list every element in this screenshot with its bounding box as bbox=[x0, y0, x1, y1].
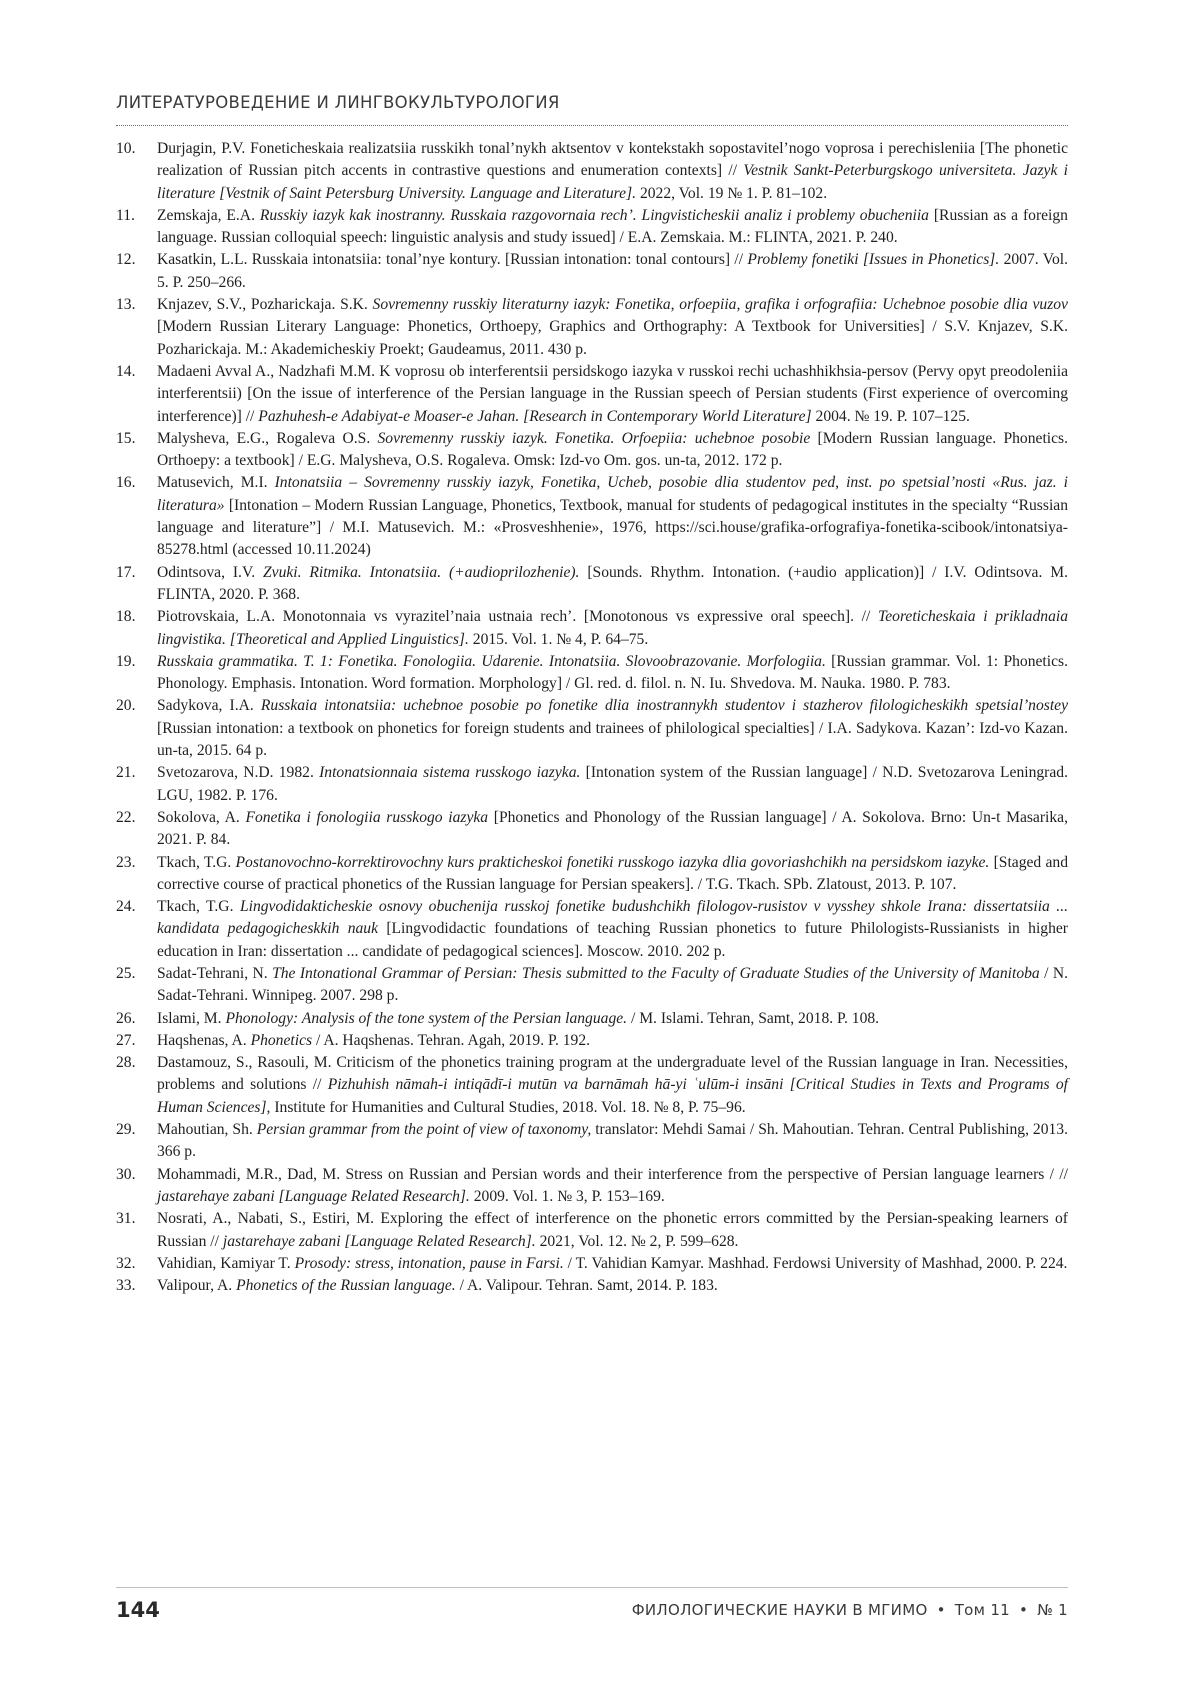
reference-number: 27. bbox=[116, 1031, 136, 1049]
reference-item bbox=[116, 896, 1068, 963]
header-divider bbox=[116, 125, 1068, 126]
reference-text: Piotrovskaia, L.A. Monotonnaia vs vyrazitel’naia ustnaia rech’. [Monotonous vs expressive oral speech]. // bbox=[157, 608, 878, 626]
reference-text: [Intonation – Modern Russian Language, Phonetics, Textbook, manual for students of pedagogical institutes in the specialty “Russian language and literature”] / M.I. Matusevich. M.: «Prosveshhenie», 1976, https://sci.house/grafika-orfografiya-fonetika-scibook/intonatsiya-85278.html (accessed 10.11.2024) bbox=[157, 496, 1068, 559]
reference-title: Sovremenny russkiy iazyk. Fonetika. Orfoepiia: uchebnoe posobie bbox=[377, 429, 811, 447]
reference-number: 30. bbox=[116, 1165, 136, 1183]
footer-divider bbox=[116, 1587, 1068, 1588]
reference-number: 29. bbox=[116, 1121, 136, 1139]
reference-text: / N. Sadat-Tehrani. Winnipeg. 2007. 298 p. bbox=[157, 964, 1068, 1005]
reference-text: 2015. Vol. 1. № 4, P. 64–75. bbox=[468, 630, 649, 648]
reference-item bbox=[116, 695, 1068, 762]
running-title: ЛИТЕРАТУРОВЕДЕНИЕ И ЛИНГВОКУЛЬТУРОЛОГИЯ bbox=[116, 93, 560, 112]
reference-number: 26. bbox=[116, 1009, 136, 1027]
reference-title: Russkaia grammatika. T. 1: Fonetika. Fonologiia. Udarenie. Intonatsiia. Slovoobrazovanie. Morfologiia. bbox=[157, 652, 826, 670]
reference-item bbox=[116, 1164, 1068, 1209]
reference-text: translator: Mehdi Samai / Sh. Mahoutian. Tehran. Central Publishing, 2013. 366 p. bbox=[157, 1121, 1069, 1161]
reference-text: Sadat-Tehrani, N. bbox=[157, 964, 273, 982]
reference-item bbox=[116, 294, 1068, 361]
reference-text: Islami, M. bbox=[157, 1009, 226, 1027]
reference-number: 33. bbox=[116, 1277, 136, 1295]
reference-text: / A. Valipour. Tehran. Samt, 2014. P. 183. bbox=[455, 1277, 718, 1295]
reference-text: Nosrati, A., Nabati, S., Estiri, M. Exploring the effect of interference on the phonetic errors committed by the Persian-speaking learners of Russian // bbox=[157, 1210, 1068, 1250]
reference-title: Postanovochno-korrektirovochny kurs prakticheskoi fonetiki russkogo iazyka dlia govoriashchikh na persidskom iazyke. bbox=[235, 853, 990, 871]
reference-text: 2022, Vol. 19 № 1. P. 81–102. bbox=[636, 184, 828, 202]
reference-item bbox=[116, 1208, 1068, 1253]
reference-text: Mohammadi, M.R., Dad, M. Stress on Russian and Persian words and their interference from the perspective of Persian language learners / // bbox=[157, 1165, 1068, 1183]
reference-title: Pizhuhish nāmah-i intiqādī-i mutūn va barnāmah hā-yi ʿulūm-i insāni [Critical Studies in Texts and Programs of Human Sciences], bbox=[157, 1076, 1068, 1116]
page-number: 144 bbox=[116, 1598, 160, 1622]
reference-number: 16. bbox=[116, 474, 136, 492]
reference-title: Phonology: Analysis of the tone system of the Persian language. bbox=[225, 1009, 628, 1027]
reference-number: 25. bbox=[116, 964, 136, 982]
reference-text: Tkach, T.G. bbox=[157, 898, 240, 916]
reference-title: Intonatsiia – Sovremenny russkiy iazyk, Fonetika, Ucheb, posobie dlia studentov ped, inst. po spetsial’nosti «Rus. jaz. i literatura» bbox=[157, 474, 1068, 514]
reference-text: [Russian grammar. Vol. 1: Phonetics. Phonology. Emphasis. Intonation. Word formation. Morphology] / Gl. red. d. filol. n. N. Iu. Shvedova. M. Nauka. 1980. P. 783. bbox=[157, 652, 1068, 693]
journal-name: ФИЛОЛОГИЧЕСКИЕ НАУКИ В МГИМО bbox=[631, 1601, 928, 1619]
reference-item bbox=[116, 138, 1068, 205]
reference-number: 21. bbox=[116, 764, 136, 782]
reference-item bbox=[116, 1119, 1068, 1164]
footer-separator: • bbox=[936, 1601, 946, 1619]
reference-text: Tkach, T.G. bbox=[157, 853, 236, 871]
reference-item bbox=[116, 1030, 1068, 1052]
reference-text: / A. Haqshenas. Tehran. Agah, 2019. P. 192. bbox=[312, 1031, 591, 1049]
reference-title: The Intonational Grammar of Persian: Thesis submitted to the Faculty of Graduate Studies of the University of Manitoba bbox=[272, 964, 1040, 982]
reference-text: Madaeni Avval A., Nadzhafi M.M. K voprosu ob interferentsii persidskogo iazyka v russkoi rechi uchashhikhsia-persov (Pervy opyt preodoleniia interferentsii) [On the issue of interference of the Persian language in the Russian speech of Persian students (First experience of overcoming interference)] // bbox=[157, 362, 1068, 425]
reference-title: Russkaia intonatsiia: uchebnoe posobie po fonetike dlia inostrannykh studentov i stazherov filologicheskikh spetsial’nostey bbox=[260, 697, 1068, 715]
reference-list bbox=[116, 138, 1068, 1297]
reference-item bbox=[116, 963, 1068, 1008]
reference-item bbox=[116, 1008, 1068, 1030]
reference-text: 2007. Vol. 5. P. 250–266. bbox=[157, 251, 1068, 291]
reference-title: Zvuki. Ritmika. Intonatsiia. (+audioprilozhenie). bbox=[262, 563, 580, 581]
reference-title: Persian grammar from the point of view of taxonomy, bbox=[256, 1121, 592, 1139]
reference-text: Haqshenas, A. bbox=[157, 1031, 251, 1049]
reference-number: 15. bbox=[116, 429, 136, 447]
reference-number: 32. bbox=[116, 1254, 136, 1272]
reference-number: 19. bbox=[116, 652, 136, 670]
reference-number: 13. bbox=[116, 296, 136, 314]
reference-item bbox=[116, 562, 1068, 607]
reference-title: jastarehaye zabani [Language Related Research]. bbox=[222, 1232, 536, 1250]
reference-title: Russkiy iazyk kak inostranny. Russkaia razgovornaia rech’. Lingvisticheskii analiz i problemy obucheniia bbox=[259, 206, 929, 224]
reference-text: Valipour, A. bbox=[157, 1277, 237, 1295]
reference-title: Vestnik Sankt-Peterburgskogo universiteta. Jazyk i literature [Vestnik of Saint Petersburg University. Language and Literature]. bbox=[157, 162, 1068, 202]
reference-text: Zemskaja, E.A. bbox=[157, 206, 260, 224]
reference-text: Durjagin, P.V. Foneticheskaia realizatsiia russkikh tonal’nykh aktsentov v kontekstakh sopostavitel’nogo voprosa i perechisleniia [The phonetic realization of Russian pitch accents in contrastive questions and enumeration contexts] // bbox=[157, 140, 1068, 180]
reference-title: Teoreticheskaia i prikladnaia lingvistika. [Theoretical and Applied Linguistics]. bbox=[157, 608, 1068, 648]
reference-title: Phonetics of the Russian language. bbox=[236, 1277, 456, 1295]
reference-number: 31. bbox=[116, 1210, 136, 1228]
reference-text: Kasatkin, L.L. Russkaia intonatsiia: tonal’nye kontury. [Russian intonation: tonal contours] // bbox=[157, 251, 748, 269]
reference-text: [Modern Russian Literary Language: Phonetics, Orthoepy, Graphics and Orthography: A Textbook for Universities] / S.V. Knjazev, S.K. Pozharickaja. M.: Akademicheskiy Proekt; Gaudeamus, 2011. 430 p. bbox=[157, 318, 1068, 358]
reference-text: [Lingvodidactic foundations of teaching Russian phonetics to future Philologists-Russianists in higher education in Iran: dissertation ... candidate of pedagogical sciences]. Moscow. 2010. 202 p. bbox=[157, 920, 1068, 960]
reference-text: Sadykova, I.A. bbox=[157, 697, 261, 715]
reference-item bbox=[116, 361, 1068, 428]
journal-issue: № 1 bbox=[1037, 1601, 1068, 1619]
reference-number: 11. bbox=[116, 206, 135, 224]
reference-text: 2009. Vol. 1. № 3, P. 153–169. bbox=[469, 1187, 665, 1205]
reference-title: jastarehaye zabani [Language Related Research]. bbox=[157, 1187, 470, 1205]
reference-title: Problemy fonetiki [Issues in Phonetics]. bbox=[747, 251, 1000, 269]
reference-text: 2021, Vol. 12. № 2, P. 599–628. bbox=[535, 1232, 739, 1250]
reference-number: 10. bbox=[116, 140, 136, 157]
reference-text: Mahoutian, Sh. bbox=[157, 1121, 257, 1139]
reference-number: 17. bbox=[116, 563, 136, 581]
reference-title: Intonatsionnaia sistema russkogo iazyka. bbox=[319, 764, 581, 782]
reference-item bbox=[116, 651, 1068, 696]
reference-item bbox=[116, 1052, 1068, 1119]
reference-title: Prosody: stress, intonation, pause in Farsi. bbox=[294, 1254, 564, 1272]
reference-text: Matusevich, M.I. bbox=[157, 474, 275, 492]
reference-text: [Phonetics and Phonology of the Russian language] / A. Sokolova. Brno: Un-t Masarika, 2021. P. 84. bbox=[157, 808, 1068, 849]
reference-text: Odintsova, I.V. bbox=[157, 563, 263, 581]
journal-volume: Том 11 bbox=[954, 1601, 1011, 1619]
reference-number: 24. bbox=[116, 898, 136, 916]
reference-text: / M. Islami. Tehran, Samt, 2018. P. 108. bbox=[627, 1009, 880, 1027]
reference-number: 22. bbox=[116, 808, 136, 826]
reference-title: Phonetics bbox=[250, 1031, 313, 1049]
reference-text: [Sounds. Rhythm. Intonation. (+audio application)] / I.V. Odintsova. M. FLINTA, 2020. P. 368. bbox=[157, 563, 1069, 603]
reference-text: [Russian intonation: a textbook on phonetics for foreign students and trainees of philological specialties] / I.A. Sadykova. Kazan’: Izd-vo Kazan. un-ta, 2015. 64 p. bbox=[157, 719, 1068, 760]
reference-text: Institute for Humanities and Cultural Studies, 2018. Vol. 18. № 8, P. 75–96. bbox=[270, 1098, 746, 1116]
reference-text: [Intonation system of the Russian language] / N.D. Svetozarova Leningrad. LGU, 1982. P. 176. bbox=[157, 764, 1068, 804]
reference-title: Sovremenny russkiy literaturny iazyk: Fonetika, orfoepiia, grafika i orfografiia: Uchebnoe posobie dlia vuzov bbox=[372, 296, 1068, 314]
reference-text: Vahidian, Kamiyar T. bbox=[157, 1254, 295, 1272]
reference-item bbox=[116, 606, 1068, 651]
reference-item bbox=[116, 472, 1068, 561]
journal-footer bbox=[632, 1601, 1068, 1619]
reference-title: Pazhuhesh-e Adabiyat-e Moaser-e Jahan. [Research in Contemporary World Literature] bbox=[258, 407, 812, 425]
reference-item bbox=[116, 1253, 1068, 1275]
reference-item bbox=[116, 762, 1068, 807]
reference-text: [Russian as a foreign language. Russian colloquial speech: linguistic analysis and study issued] / E.A. Zemskaia. M.: FLINTA, 2021. P. 240. bbox=[157, 206, 1068, 247]
reference-text: Dastamouz, S., Rasouli, M. Criticism of the phonetics training program at the undergraduate level of the Russian language in Iran. Necessities, problems and solutions // bbox=[157, 1054, 1068, 1094]
reference-item bbox=[116, 249, 1068, 294]
reference-text: Svetozarova, N.D. 1982. bbox=[157, 764, 320, 782]
reference-text: Sokolova, A. bbox=[157, 808, 246, 826]
reference-text: 2004. № 19. P. 107–125. bbox=[811, 407, 970, 425]
reference-item bbox=[116, 1275, 1068, 1297]
reference-text: [Staged and corrective course of practical phonetics of the Russian language for Persian speakers]. / T.G. Tkach. SPb. Zlatoust, 2013. P. 107. bbox=[157, 853, 1068, 893]
reference-number: 14. bbox=[116, 362, 136, 380]
reference-text: [Modern Russian language. Phonetics. Orthoepy: a textbook] / E.G. Malysheva, O.S. Rogaleva. Omsk: Izd-vo Om. gos. un-ta, 2012. 172 p. bbox=[157, 429, 1069, 470]
reference-number: 18. bbox=[116, 608, 136, 626]
reference-item bbox=[116, 428, 1068, 473]
reference-number: 12. bbox=[116, 251, 136, 269]
reference-item bbox=[116, 205, 1068, 250]
reference-title: Lingvodidakticheskie osnovy obuchenija russkoj fonetike budushchikh filologov-rusistov v vysshey shkole Irana: dissertatsiia ... kandidata pedagogicheskkih nauk bbox=[157, 898, 1068, 938]
reference-item bbox=[116, 807, 1068, 852]
reference-text: Malysheva, E.G., Rogaleva O.S. bbox=[157, 429, 378, 447]
footer-separator: • bbox=[1019, 1601, 1029, 1619]
reference-number: 23. bbox=[116, 853, 136, 871]
reference-item bbox=[116, 852, 1068, 897]
reference-text: Knjazev, S.V., Pozharickaja. S.K. bbox=[157, 296, 373, 314]
reference-number: 20. bbox=[116, 697, 136, 715]
reference-number: 28. bbox=[116, 1054, 136, 1072]
reference-text: / T. Vahidian Kamyar. Mashhad. Ferdowsi University of Mashhad, 2000. P. 224. bbox=[563, 1254, 1068, 1272]
reference-title: Fonetika i fonologiia russkogo iazyka bbox=[245, 808, 489, 826]
